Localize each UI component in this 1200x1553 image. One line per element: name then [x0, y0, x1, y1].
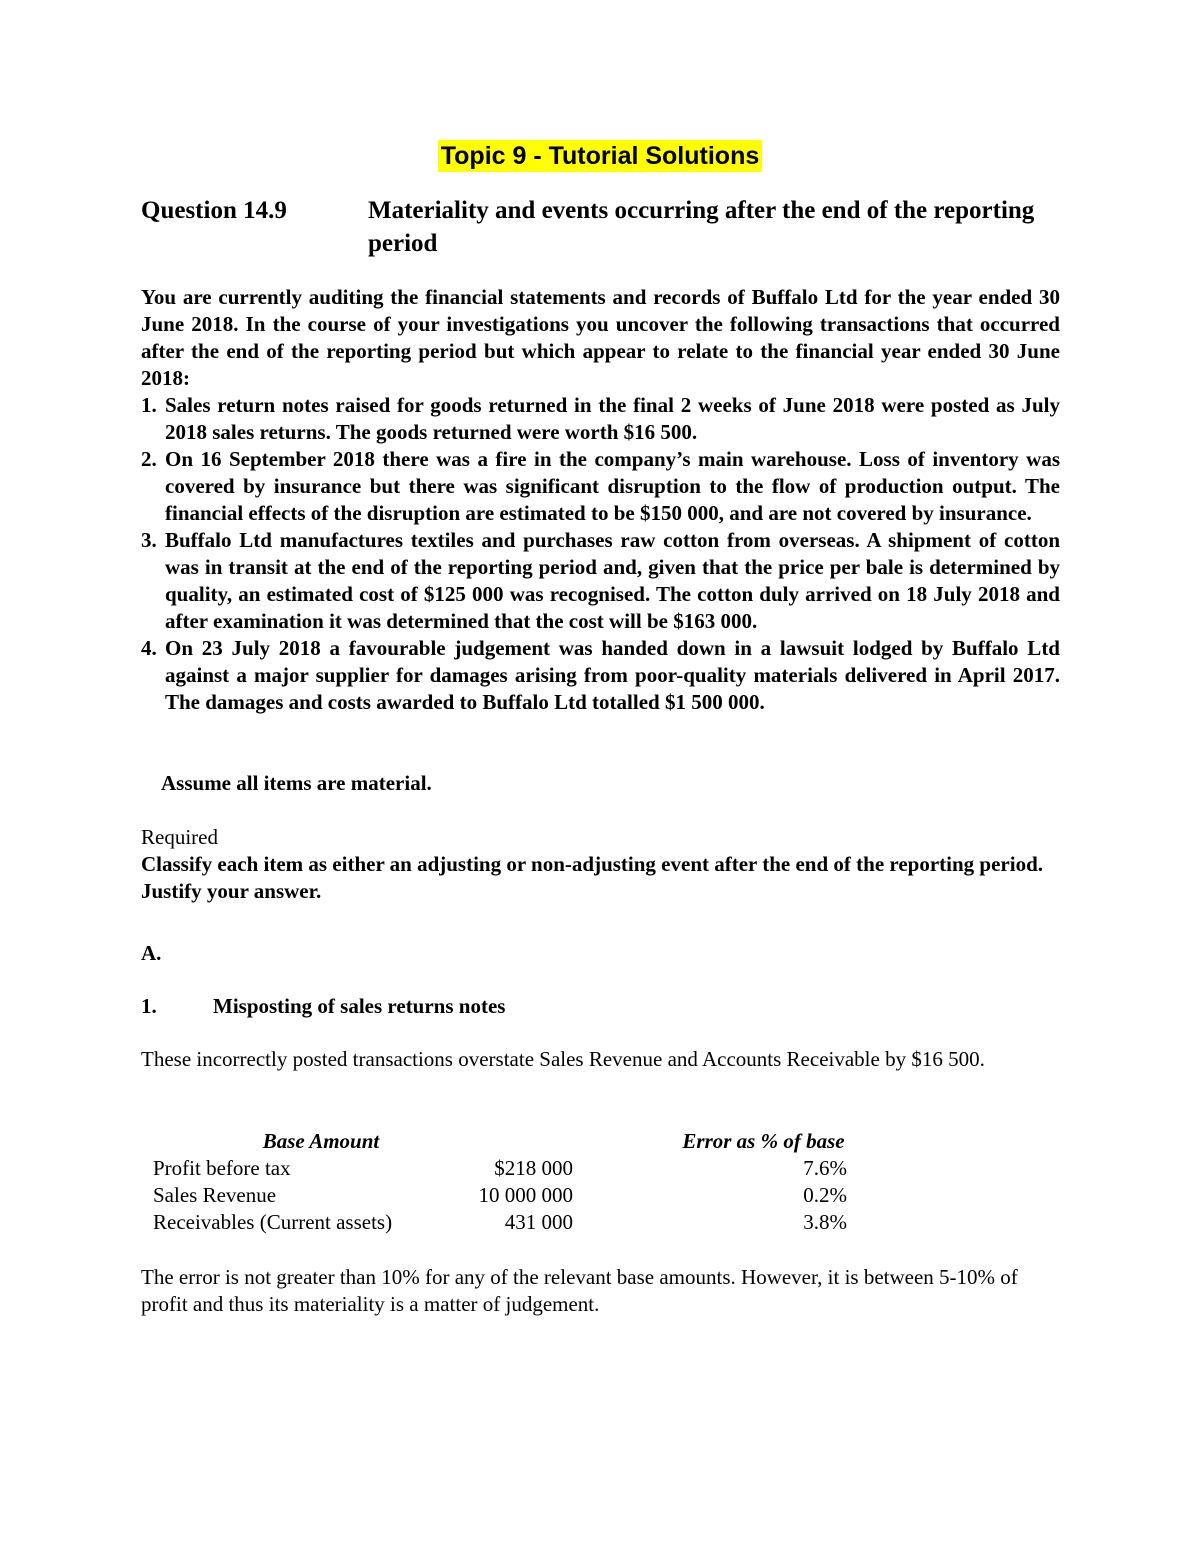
transactions-list — [141, 392, 1060, 716]
question-title: Materiality and events occurring after the end of the reporting period — [368, 197, 1035, 257]
list-item — [141, 527, 1060, 635]
item-1-title: Misposting of sales returns notes — [213, 994, 506, 1018]
paragraph-overstatement: These incorrectly posted transactions overstate Sales Revenue and Accounts Receivable by $16 500. — [141, 1047, 985, 1071]
list-item-text: Buffalo Ltd manufactures textiles and purchases raw cotton from overseas. A shipment of cotton was in transit at the end of the reporting period and, given that the price per bale is determined by quality, an estimated cost of $125 000 was recognised. The cotton duly arrived on 18 July 2018 and after examination it was determined that the cost will be $163 000. — [165, 528, 1060, 633]
list-item — [141, 635, 1060, 716]
list-item — [141, 392, 1060, 446]
list-item-text: On 23 July 2018 a favourable judgement was handed down in a lawsuit lodged by Buffalo Ltd against a major supplier for damages arising from poor-quality materials delivered in April 2017. The damages and costs awarded to Buffalo Ltd totalled $1 500 000. — [165, 636, 1060, 714]
table-header-row — [141, 1128, 1060, 1155]
header-error-pct: Error as % of base — [682, 1129, 845, 1153]
paragraph-conclusion: The error is not greater than 10% for any of the relevant base amounts. However, it is between 5-10% of profit and thus its materiality is a matter of judgement. — [141, 1265, 1018, 1316]
list-item-number: 3. — [141, 528, 157, 552]
required-text: Classify each item as either an adjusting or non-adjusting event after the end of the reporting period. Justify your answer. — [141, 852, 1044, 903]
row-amount: $218 000 — [494, 1156, 573, 1180]
question-number: Question 14.9 — [141, 197, 287, 224]
section-a-heading: A. — [141, 941, 162, 965]
list-item-number: 4. — [141, 636, 157, 660]
row-label: Profit before tax — [153, 1156, 291, 1180]
list-item-number: 1. — [141, 393, 157, 417]
topic-title-highlight: Topic 9 - Tutorial Solutions — [438, 140, 763, 172]
assumption-note: Assume all items are material. — [161, 771, 432, 795]
list-item-text: Sales return notes raised for goods returned in the final 2 weeks of June 2018 were posted as July 2018 sales returns. The goods returned were worth $16 500. — [165, 393, 1060, 444]
required-label: Required — [141, 825, 218, 849]
list-item-text: On 16 September 2018 there was a fire in the company’s main warehouse. Loss of inventory was covered by insurance but there was significant disruption to the flow of production output. The financial effects of the disruption are estimated to be $150 000, and are not covered by insurance. — [165, 447, 1060, 525]
table-row — [141, 1155, 1060, 1182]
list-item — [141, 446, 1060, 527]
row-amount: 10 000 000 — [478, 1183, 573, 1207]
row-pct: 7.6% — [803, 1156, 847, 1180]
header-base-amount: Base Amount — [262, 1129, 380, 1153]
row-amount: 431 000 — [504, 1210, 573, 1234]
item-1-number: 1. — [141, 994, 157, 1018]
row-label: Sales Revenue — [153, 1183, 277, 1207]
materiality-table — [141, 1128, 1060, 1236]
list-item-number: 2. — [141, 447, 157, 471]
row-pct: 3.8% — [803, 1210, 847, 1234]
table-row — [141, 1182, 1060, 1209]
row-label: Receivables (Current assets) — [153, 1210, 393, 1234]
topic-title — [0, 142, 1200, 171]
table-row — [141, 1209, 1060, 1236]
row-pct: 0.2% — [803, 1183, 847, 1207]
intro-paragraph: You are currently auditing the financial statements and records of Buffalo Ltd for the year ended 30 June 2018. In the course of your investigations you uncover the following transactions that occurred after the end of the reporting period but which appear to relate to the financial year ended 30 June 2018: — [141, 285, 1060, 390]
